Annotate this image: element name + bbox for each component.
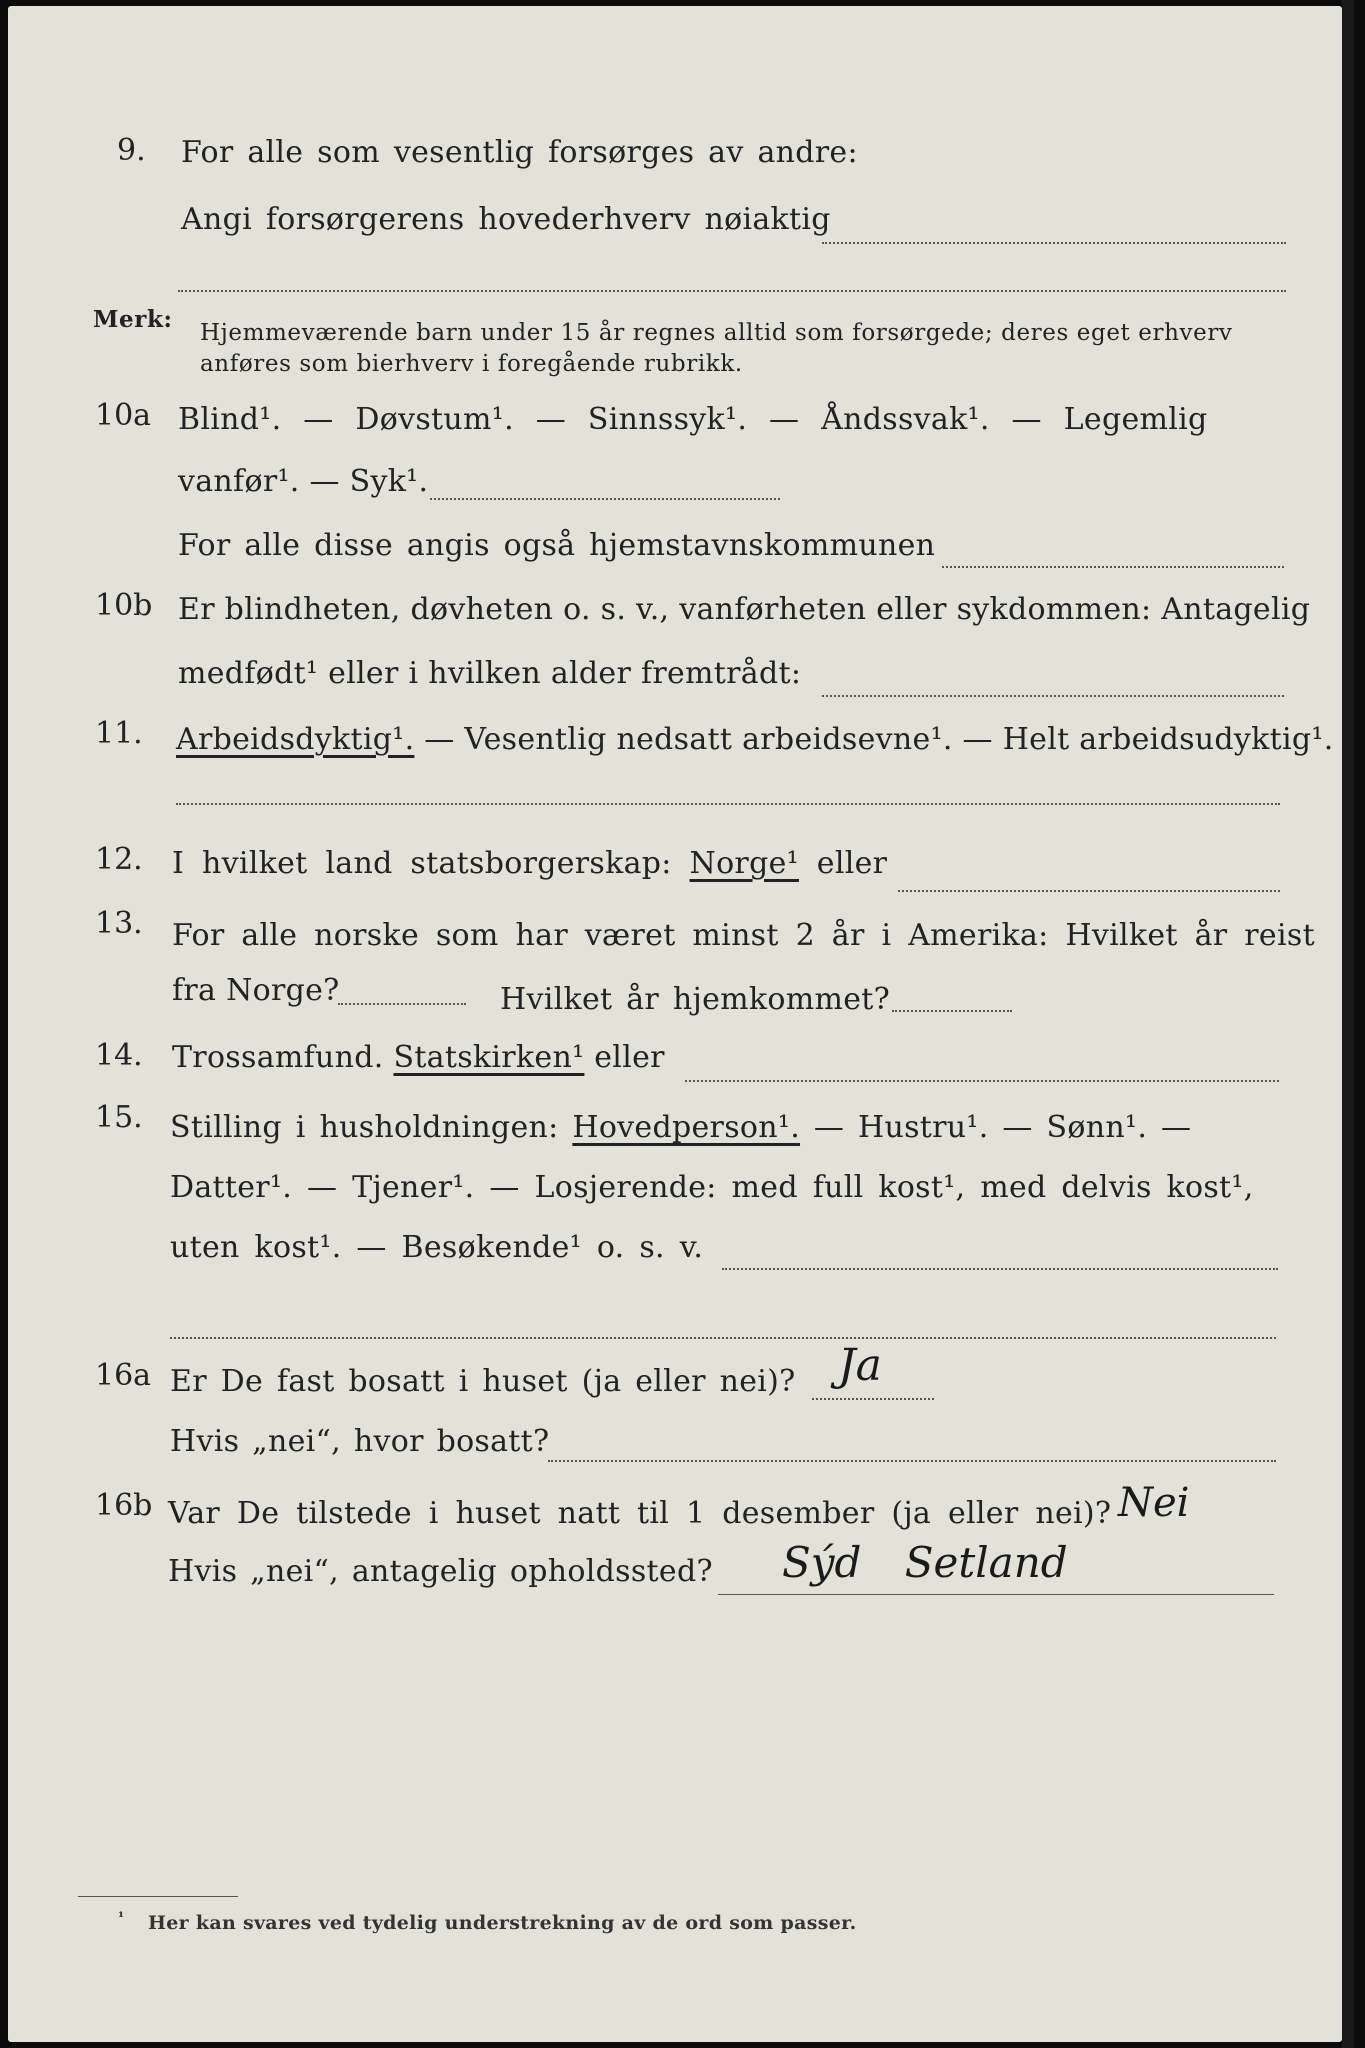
q9-answer-line[interactable]: [822, 242, 1286, 244]
page-edge: [1342, 0, 1354, 2048]
q14-line: [172, 1040, 665, 1076]
q11-extra-line[interactable]: [176, 803, 1280, 805]
q12-option-norge[interactable]: Norge¹: [689, 846, 799, 881]
footnote-rule: [78, 1896, 238, 1897]
q15-number: 15.: [95, 1100, 143, 1135]
q10b-answer-line[interactable]: [822, 695, 1284, 697]
q16b-line2: Hvis „nei“, antagelig opholdssted?: [168, 1554, 713, 1589]
footnote-mark: ¹: [118, 1910, 125, 1926]
q12-line: [172, 846, 887, 882]
q16b-handwritten-answer1: Nei: [1118, 1480, 1190, 1526]
q10b-line1: Er blindheten, døvheten o. s. v., vanførheten eller sykdommen: Antagelig: [178, 592, 1311, 627]
q16a-line1: Er De fast bosatt i huset (ja eller nei)?: [170, 1364, 796, 1399]
q10b-number: 10b: [95, 588, 153, 623]
q10a-home-line[interactable]: [942, 566, 1284, 568]
q12-number: 12.: [95, 842, 143, 877]
q16a-handwritten-answer: Ja: [838, 1340, 882, 1391]
q15-label: Stilling i husholdningen:: [170, 1110, 573, 1145]
q11-rest: — Vesentlig nedsatt arbeidsevne¹. — Helt arbeidsudyktig¹.: [414, 722, 1334, 757]
q10a-line3: For alle disse angis også hjemstavnskommunen: [178, 528, 936, 563]
q16a-line2: Hvis „nei“, hvor bosatt?: [170, 1424, 550, 1459]
q12-label: I hvilket land statsborgerskap:: [172, 846, 690, 881]
q10a-line2: vanfør¹. — Syk¹.: [178, 464, 429, 499]
footnote-text: Her kan svares ved tydelig understrekning av de ord som passer.: [148, 1912, 857, 1934]
q9-extra-line[interactable]: [178, 290, 1286, 292]
q16b-number: 16b: [95, 1488, 153, 1523]
q11-number: 11.: [95, 716, 143, 751]
q15-line2: Datter¹. — Tjener¹. — Losjerende: med full kost¹, med delvis kost¹,: [170, 1170, 1254, 1205]
merk-label: Merk:: [93, 306, 173, 333]
q14-number: 14.: [95, 1038, 143, 1073]
q12-answer-line[interactable]: [898, 890, 1280, 892]
q13-year-returned-line[interactable]: [892, 1010, 1012, 1012]
q16b-answer-line[interactable]: [718, 1594, 1274, 1595]
q15-answer-line[interactable]: [722, 1268, 1278, 1270]
q9-line1: For alle som vesentlig forsørges av andre:: [181, 135, 858, 170]
q16b-handwritten-answer2: Sýd Setland: [782, 1538, 1068, 1587]
q16a-where-line[interactable]: [548, 1460, 1276, 1462]
q16a-number: 16a: [95, 1358, 152, 1393]
q13-year-left-line[interactable]: [338, 1003, 466, 1005]
q15-line1: [170, 1110, 1191, 1146]
q11-line: [176, 722, 1334, 758]
q15-extra-line[interactable]: [170, 1337, 1276, 1339]
q12-post: eller: [798, 846, 888, 881]
q16b-line1: Var De tilstede i huset natt til 1 desember (ja eller nei)?: [168, 1496, 1112, 1531]
census-form-page: [8, 6, 1342, 2042]
q16a-answer-line[interactable]: [812, 1398, 934, 1400]
merk-line1: Hjemmeværende barn under 15 år regnes alltid som forsørgede; deres eget erhverv: [200, 320, 1233, 346]
q15-option-hovedperson[interactable]: Hovedperson¹.: [572, 1110, 801, 1145]
q9-number: 9.: [117, 133, 146, 168]
q13-number: 13.: [95, 906, 143, 941]
q10a-line1: Blind¹. — Døvstum¹. — Sinnssyk¹. — Åndssvak¹. — Legemlig: [178, 402, 1208, 437]
q15-post: — Hustru¹. — Sønn¹. —: [800, 1110, 1192, 1145]
q13-line2b: Hvilket år hjemkommet?: [500, 982, 891, 1017]
q13-line2a: fra Norge?: [172, 973, 340, 1008]
q15-line3: uten kost¹. — Besøkende¹ o. s. v.: [170, 1230, 704, 1265]
q14-answer-line[interactable]: [685, 1080, 1279, 1082]
q11-option-arbeidsdyktig[interactable]: Arbeidsdyktig¹.: [176, 722, 415, 757]
q10a-sick-line[interactable]: [430, 498, 780, 500]
q14-option-statskirken[interactable]: Statskirken¹: [393, 1040, 585, 1075]
q14-label: Trossamfund.: [172, 1040, 394, 1075]
q14-post: eller: [584, 1040, 665, 1075]
q10a-number: 10a: [95, 398, 152, 433]
q13-line1: For alle norske som har været minst 2 år i Amerika: Hvilket år reist: [172, 918, 1315, 953]
q10b-line2: medfødt¹ eller i hvilken alder fremtrådt:: [178, 656, 802, 691]
q9-line2: Angi forsørgerens hovederhverv nøiaktig: [181, 202, 831, 237]
merk-line2: anføres som bierhverv i foregående rubrikk.: [200, 351, 743, 377]
